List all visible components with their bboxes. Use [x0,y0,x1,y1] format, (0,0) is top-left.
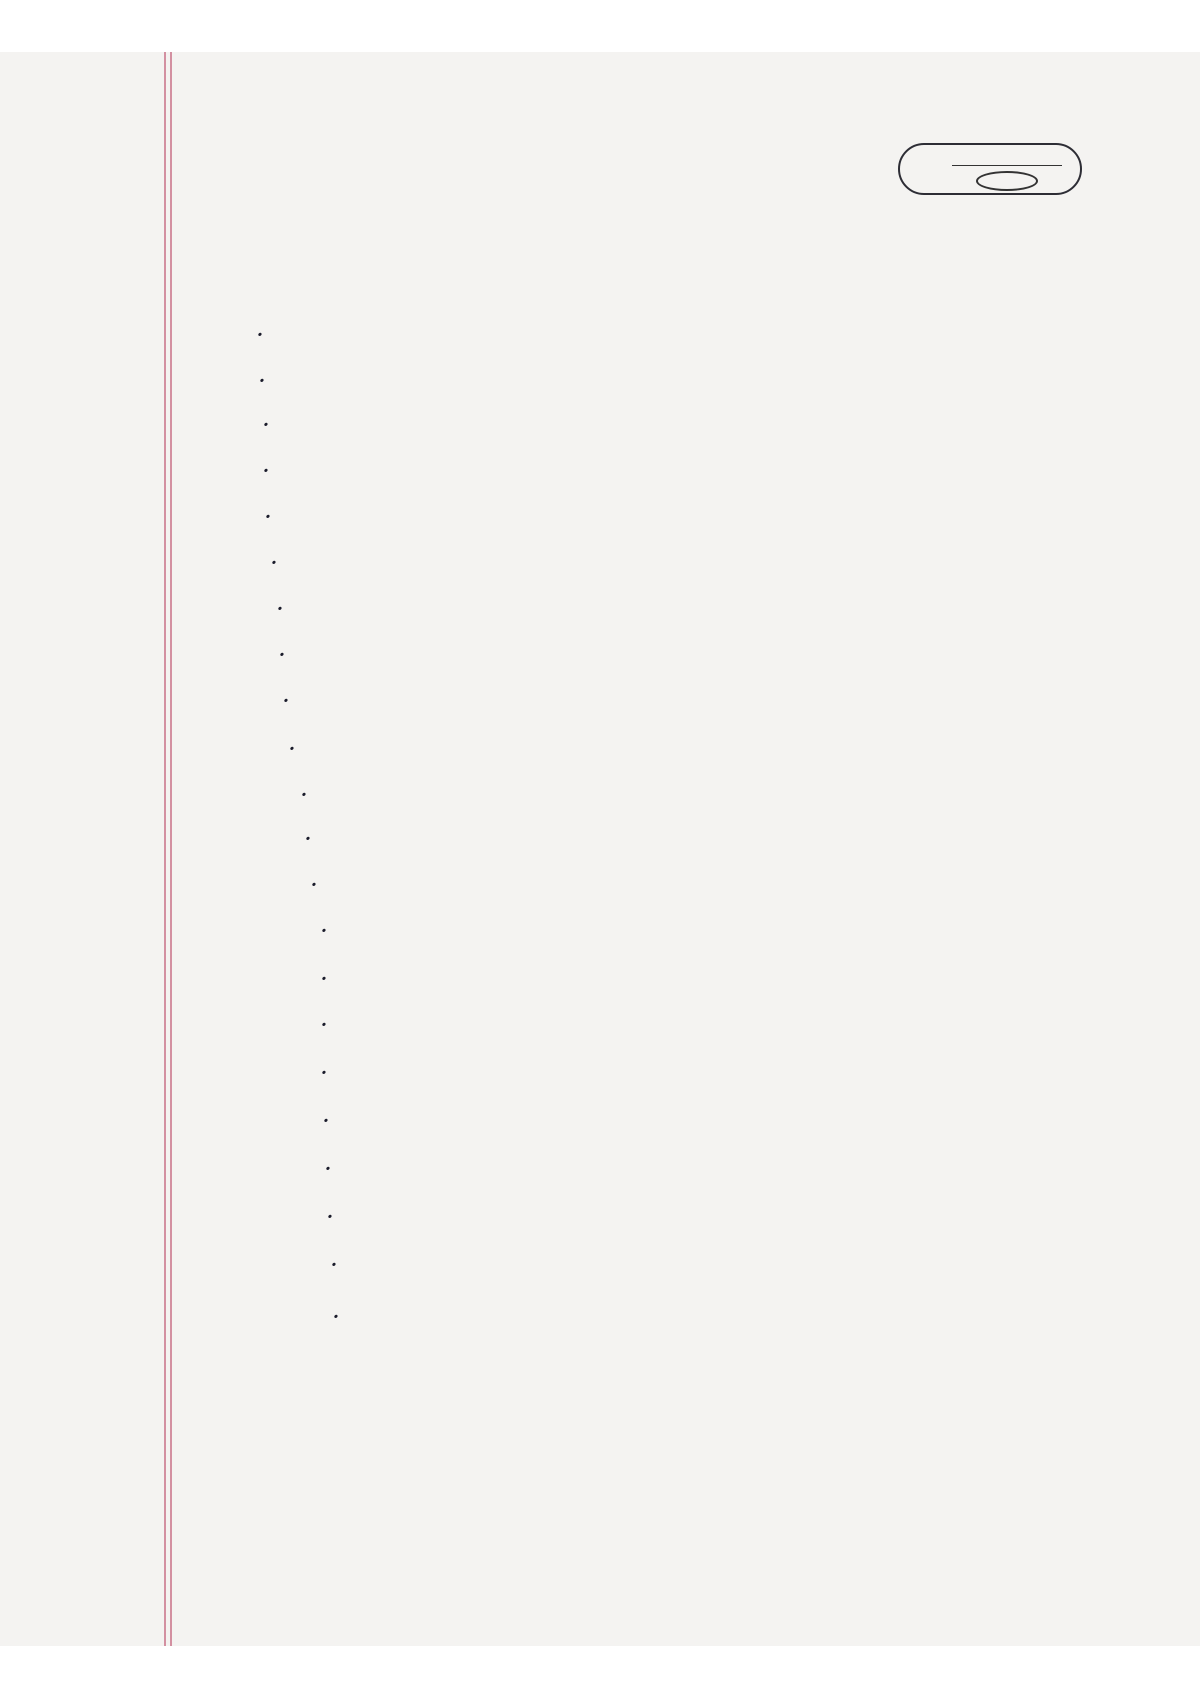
list-item: · [300,780,308,809]
list-item: · [278,640,286,669]
list-item: · [326,1202,334,1231]
list-item: · [304,824,312,853]
list-item: · [256,320,264,349]
date-page-box [898,143,1082,195]
list-item: · [264,502,272,531]
list-item: · [332,1302,340,1331]
date-blank-line [952,165,1062,166]
list-item: · [320,1058,328,1087]
margin-line [170,52,172,1646]
list-item: · [262,456,270,485]
list-item: · [320,916,328,945]
list-item: · [310,870,318,899]
list-item: · [262,410,270,439]
scan-border-top [0,0,1200,52]
list-item: · [322,1106,330,1135]
list-item: · [288,734,296,763]
scan-border-bottom [0,1646,1200,1698]
list-item: · [320,964,328,993]
list-item: · [324,1154,332,1183]
list-item: · [330,1250,338,1279]
list-item: · [270,548,278,577]
margin-line [164,52,166,1646]
list-item: · [276,594,284,623]
list-item: · [282,686,290,715]
list-item: · [258,366,266,395]
page-number-oval [976,171,1038,191]
list-item: · [320,1010,328,1039]
